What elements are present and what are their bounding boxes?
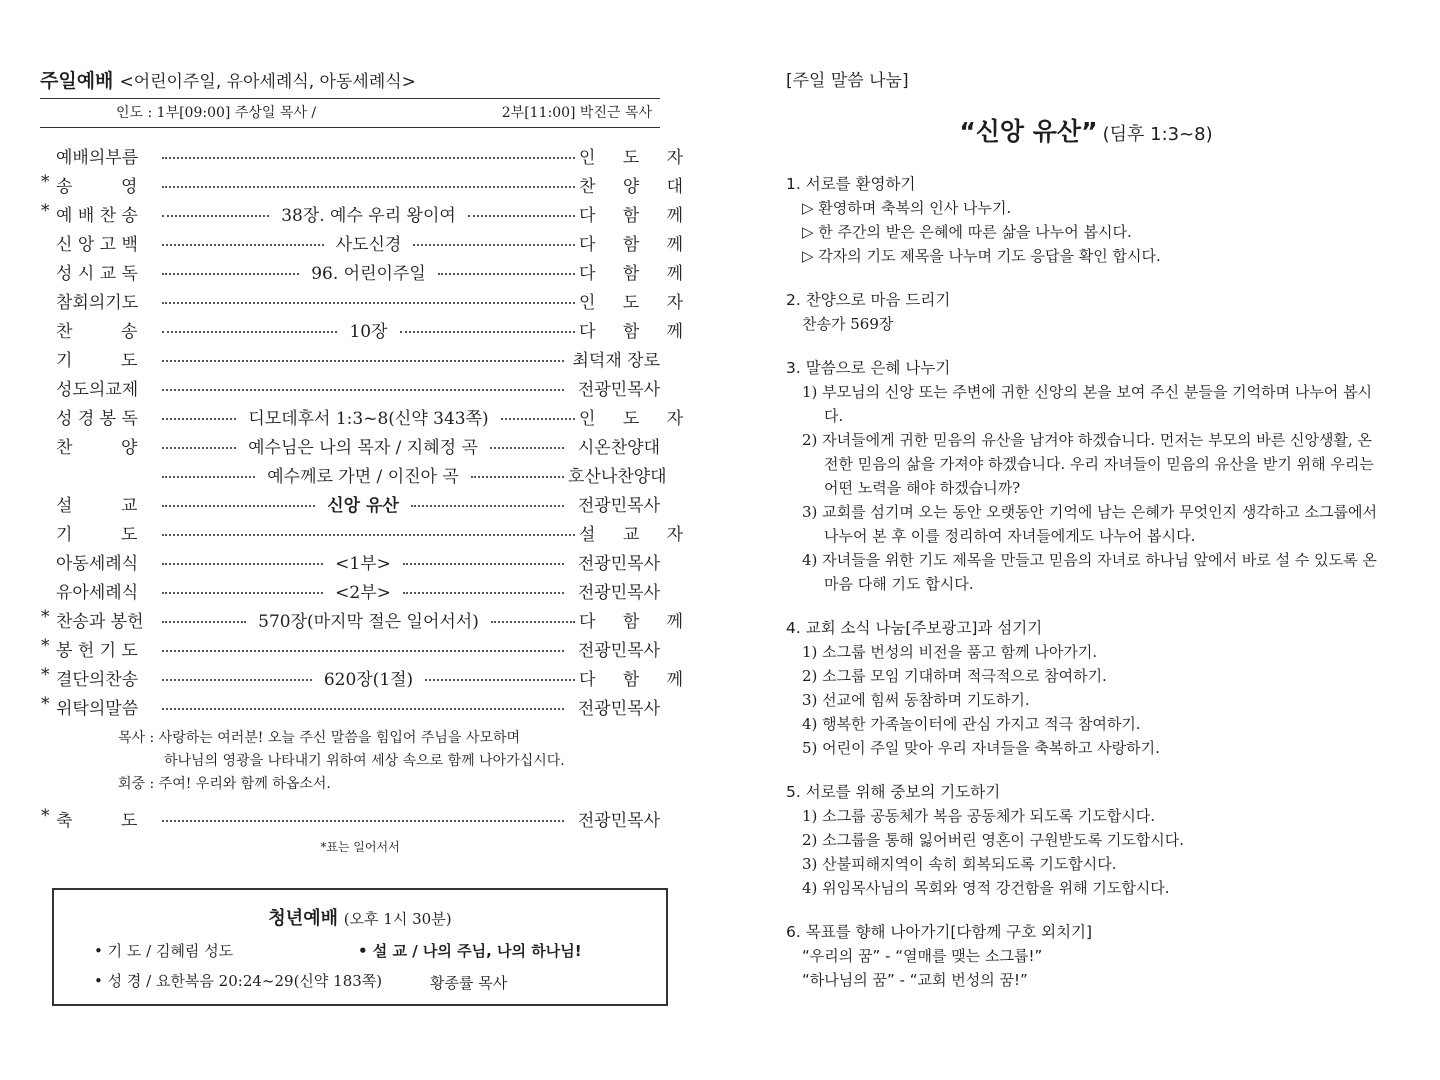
- order-item-person: 다 함 께: [579, 612, 695, 632]
- order-item-detail: 38장. 예수 우리 왕이여: [281, 206, 456, 226]
- order-item-label: 송 영: [56, 177, 138, 197]
- dot-leader: [162, 331, 337, 333]
- title-main: 주일예배: [40, 70, 114, 92]
- leader-dots: [158, 433, 568, 458]
- sermon-title-text: “신앙 유산”: [959, 117, 1098, 146]
- order-item-name: [40, 607, 158, 632]
- order-item-person: 전광민목사: [577, 583, 660, 603]
- leader-dots: [158, 607, 579, 632]
- dot-leader: [162, 273, 299, 275]
- leader-dots: [158, 578, 568, 603]
- order-item-detail: 620장(1절): [323, 670, 414, 690]
- numbered-item: 2) 소그룹 모임 기대하며 적극적으로 참여하기.: [802, 667, 1107, 685]
- section-item: ▷ 한 주간의 받은 은혜에 따른 삶을 나누어 봅시다.: [802, 223, 1132, 241]
- order-item-name: [40, 346, 158, 371]
- order-row: [40, 518, 695, 547]
- order-item-person: 전광민목사: [577, 554, 660, 574]
- order-item-label: 아동세례식: [56, 554, 139, 574]
- pastor-line-2: 하나님의 영광을 나타내기 위하여 세상 속으로 함께 나아가십시다.: [164, 753, 565, 769]
- dot-leader: [162, 244, 324, 246]
- dot-leader: [403, 592, 564, 594]
- order-row: [40, 228, 695, 257]
- order-item-name: [40, 288, 158, 313]
- section-title: 2. 찬양으로 마음 드리기: [786, 291, 951, 309]
- order-item-person: 다 함 께: [579, 322, 695, 342]
- numbered-item: 2) 자녀들에게 귀한 믿음의 유산을 남겨야 하겠습니다. 먼저는 부모의 바른 신앙생활, 온전한 믿음의 삶을 가져야 하겠습니다. 우리 자녀들이 믿음의 유산을 받기 위해 우리는 어떤 노력을 해야 하겠습니까?: [802, 431, 1374, 497]
- order-item-label: 성 시 교 독: [56, 264, 138, 284]
- order-row: [40, 547, 660, 576]
- dot-leader: [490, 447, 564, 449]
- worship-order-page: [40, 68, 695, 855]
- order-row: [40, 692, 660, 721]
- order-item-label: 유아세례식: [56, 583, 139, 603]
- dot-leader: [413, 244, 575, 246]
- numbered-item: 4) 자녀들을 위한 기도 제목을 만들고 믿음의 자녀로 하나님 앞에서 바로 설 수 있도록 온 마음 다해 기도 합시다.: [802, 551, 1377, 593]
- youth-prayer: • 기 도 / 김혜림 성도: [94, 942, 234, 960]
- leader-first-service: 인도 : 1부[09:00] 주상일 목사 /: [116, 105, 317, 121]
- leader-dots: [158, 818, 568, 820]
- leader-dots: [158, 404, 579, 429]
- order-item-detail: 10장: [349, 322, 388, 342]
- sermon-sharing-page: [786, 68, 1386, 992]
- order-item-person: 인 도 자: [579, 148, 695, 168]
- order-row: [40, 804, 660, 833]
- section-item: ▷ 각자의 기도 제목을 나누며 기도 응답을 확인 합시다.: [802, 247, 1161, 265]
- order-item-label: 봉 헌 기 도: [56, 641, 138, 661]
- dot-leader: [162, 360, 564, 362]
- leader-dots: [158, 665, 579, 690]
- order-item-name: [40, 201, 158, 226]
- leader-dots: [158, 317, 579, 342]
- congregation-line: 회중 : 주여! 우리와 함께 하옵소서.: [118, 776, 331, 792]
- leader-dots: [158, 230, 579, 255]
- dot-leader: [162, 534, 575, 536]
- order-item-detail: 디모데후서 1:3~8(신약 343쪽): [248, 409, 489, 429]
- dot-leader: [468, 215, 575, 217]
- order-item-person: 인 도 자: [579, 293, 695, 313]
- order-item-name: [40, 172, 158, 197]
- slogan-line: “하나님의 꿈” - “교회 번성의 꿈!”: [802, 971, 1028, 989]
- order-item-detail: 신앙 유산: [327, 496, 399, 516]
- dot-leader: [403, 563, 564, 565]
- order-item-detail: <2부>: [335, 583, 391, 603]
- sharing-header: [주일 말씀 나눔]: [786, 71, 909, 91]
- order-item-detail: 사도신경: [335, 235, 402, 255]
- youth-preacher: 황종률 목사: [430, 974, 508, 992]
- order-item-name: [40, 404, 158, 429]
- order-item-label: 찬 송: [56, 322, 138, 342]
- sharing-section: [786, 780, 1386, 900]
- sharing-section: [786, 616, 1386, 760]
- leader-dots: [158, 549, 568, 574]
- dot-leader: [162, 505, 315, 507]
- order-item-detail: 예수님은 나의 목자 / 지혜정 곡: [248, 438, 478, 458]
- order-item-label: 성도의교제: [56, 380, 139, 400]
- pastor-line: 목사 : 사랑하는 여러분! 오늘 주신 말씀을 힘입어 주님을 사모하며: [118, 730, 521, 746]
- order-item-person: 전광민목사: [577, 699, 660, 719]
- numbered-item: 3) 산불피해지역이 속히 회복되도록 기도합시다.: [802, 855, 1117, 873]
- order-row: [40, 634, 660, 663]
- order-row: [40, 344, 660, 373]
- order-item-person: 다 함 께: [579, 235, 695, 255]
- order-item-label: 성 경 봉 독: [56, 409, 138, 429]
- order-item-person: 전광민목사: [577, 641, 660, 661]
- dot-leader: [162, 820, 564, 822]
- order-item-person: 시온찬양대: [577, 438, 660, 458]
- order-row: [40, 257, 695, 286]
- dot-leader: [400, 331, 575, 333]
- youth-title: [54, 904, 666, 930]
- section-item: ▷ 환영하며 축복의 인사 나누기.: [802, 199, 1012, 217]
- leader-second-service: 2부[11:00] 박진근 목사: [501, 105, 652, 121]
- order-item-name: [40, 230, 158, 255]
- order-item-name: [40, 520, 158, 545]
- dot-leader: [411, 505, 564, 507]
- section-title: 1. 서로를 환영하기: [786, 175, 916, 193]
- leader-dots: [158, 491, 568, 516]
- sermon-title: [786, 112, 1386, 148]
- numbered-item: 3) 교회를 섬기며 오는 동안 오랫동안 기억에 남는 은혜가 무엇인지 생각하고 소그룹에서 나누어 본 후 이를 정리하여 자녀들에게도 나누어 봅시다.: [802, 503, 1377, 545]
- dot-leader: [162, 215, 269, 217]
- order-item-label: 축 도: [56, 811, 138, 831]
- benediction-dialogue: [118, 727, 660, 796]
- numbered-item: 1) 소그룹 번성의 비전을 품고 함께 나아가기.: [802, 643, 1098, 661]
- order-row: [40, 373, 660, 402]
- order-item-name: [40, 491, 158, 516]
- dot-leader: [471, 476, 564, 478]
- numbered-item: 4) 행복한 가족놀이터에 관심 가지고 적극 참여하기.: [802, 715, 1141, 733]
- order-item-label: 신 앙 고 백: [56, 235, 138, 255]
- leader-dots: [158, 706, 568, 708]
- order-row: [40, 489, 660, 518]
- order-item-person: 다 함 께: [579, 264, 695, 284]
- order-item-name: [40, 694, 158, 719]
- dot-leader: [162, 679, 312, 681]
- sharing-section: [786, 288, 1386, 336]
- order-item-person: 다 함 께: [579, 670, 695, 690]
- dot-leader: [162, 592, 323, 594]
- dot-leader: [162, 302, 575, 304]
- order-item-person: 전광민목사: [577, 811, 660, 831]
- dot-leader: [162, 476, 255, 478]
- order-item-detail: <1부>: [335, 554, 391, 574]
- order-of-service: [40, 141, 695, 721]
- order-row: [40, 576, 660, 605]
- order-item-name: [40, 665, 158, 690]
- section-title: 3. 말씀으로 은혜 나누기: [786, 359, 951, 377]
- numbered-item: 1) 소그룹 공동체가 복음 공동체가 되도록 기도합시다.: [802, 807, 1156, 825]
- order-item-label: 결단의찬송: [56, 670, 139, 690]
- section-title: 4. 교회 소식 나눔[주보광고]과 섬기기: [786, 619, 1043, 637]
- numbered-item: 5) 어린이 주일 맞아 우리 자녀들을 축복하고 사랑하기.: [802, 739, 1160, 757]
- leader-dots: [158, 259, 579, 284]
- standing-mark: *: [41, 201, 50, 221]
- order-item-label: 위탁의말씀: [56, 699, 139, 719]
- leader-dots: [158, 201, 579, 226]
- order-item-person: 전광민목사: [577, 380, 660, 400]
- order-item-name: [40, 578, 158, 603]
- order-item-person: 전광민목사: [577, 496, 660, 516]
- order-item-person: 다 함 께: [579, 206, 695, 226]
- order-item-person: 호산나찬양대: [568, 467, 667, 487]
- standing-mark: *: [41, 636, 50, 656]
- sharing-sections: [786, 172, 1386, 992]
- order-item-detail: 96. 어린이주일: [311, 264, 426, 284]
- sharing-section: [786, 172, 1386, 268]
- leaders-line: [40, 98, 660, 128]
- leader-dots: [158, 532, 579, 534]
- order-item-person: 찬 양 대: [579, 177, 695, 197]
- leader-dots: [158, 300, 579, 302]
- order-item-label: 찬 양: [56, 438, 138, 458]
- dot-leader: [425, 679, 575, 681]
- order-item-label: 찬송과 봉헌: [56, 612, 144, 632]
- dot-leader: [162, 650, 564, 652]
- order-item-name: [40, 433, 158, 458]
- order-item-name: [40, 375, 158, 400]
- standing-mark: *: [41, 694, 50, 714]
- youth-title-text: 청년예배: [268, 908, 338, 929]
- dot-leader: [162, 708, 564, 710]
- leader-dots: [158, 387, 568, 389]
- sharing-section: [786, 356, 1386, 596]
- standing-note: *표는 일어서서: [320, 840, 400, 854]
- numbered-item: 3) 선교에 힘써 동참하며 기도하기.: [802, 691, 1030, 709]
- order-item-name: [40, 259, 158, 284]
- youth-time: (오후 1시 30분): [343, 910, 452, 928]
- order-item-detail: 예수께로 가면 / 이진아 곡: [267, 467, 459, 487]
- dot-leader: [501, 418, 575, 420]
- numbered-item: 2) 소그룹을 통해 잃어버린 영혼이 구원받도록 기도합시다.: [802, 831, 1185, 849]
- dot-leader: [162, 621, 246, 623]
- order-item-name: [40, 317, 158, 342]
- order-row: [40, 315, 695, 344]
- section-title: 6. 목표를 향해 나아가기[다함께 구호 외치기]: [786, 923, 1093, 941]
- order-row: [40, 170, 695, 199]
- order-row: [40, 605, 695, 634]
- standing-mark: *: [41, 172, 50, 192]
- leader-dots: [158, 358, 568, 360]
- youth-scripture: • 성 경 / 요한복음 20:24~29(신약 183쪽): [94, 972, 383, 990]
- order-row: [40, 199, 695, 228]
- leader-dots: [158, 155, 579, 157]
- order-row: [40, 663, 695, 692]
- sermon-reference: (딤후 1:3~8): [1102, 124, 1213, 145]
- order-item-label: 참회의기도: [56, 293, 139, 313]
- order-item-name: [40, 806, 158, 831]
- order-item-label: 예배의부름: [56, 148, 139, 168]
- order-item-person: 설 교 자: [579, 525, 695, 545]
- order-row: [40, 431, 660, 460]
- section-item: 찬송가 569장: [802, 315, 894, 333]
- order-item-name: [40, 549, 158, 574]
- order-item-label: 기 도: [56, 525, 138, 545]
- order-item-label: 기 도: [56, 351, 138, 371]
- dot-leader: [162, 563, 323, 565]
- order-row: [40, 460, 667, 489]
- standing-mark: *: [41, 806, 50, 826]
- dot-leader: [162, 186, 575, 188]
- sharing-section: [786, 920, 1386, 992]
- dot-leader: [162, 418, 236, 420]
- dot-leader: [491, 621, 575, 623]
- section-title: 5. 서로를 위해 중보의 기도하기: [786, 783, 1001, 801]
- order-row: [40, 402, 695, 431]
- order-item-person: 인 도 자: [579, 409, 695, 429]
- order-item-detail: 570장(마지막 절은 일어서서): [258, 612, 479, 632]
- standing-mark: *: [41, 665, 50, 685]
- order-item-person: 최덕재 장로: [572, 351, 660, 371]
- order-item-label: 예 배 찬 송: [56, 206, 138, 226]
- page-title: [40, 68, 660, 94]
- leader-dots: [158, 648, 568, 650]
- order-item-name: [40, 636, 158, 661]
- leader-dots: [158, 184, 579, 186]
- slogan-line: “우리의 꿈” - “열매를 맺는 소그룹!”: [802, 947, 1043, 965]
- title-subtitle: <어린이주일, 유아세례식, 아동세례식>: [119, 72, 416, 92]
- numbered-item: 1) 부모님의 신앙 또는 주변에 귀한 신앙의 본을 보여 주신 분들을 기억하며 나누어 봅시다.: [802, 383, 1373, 425]
- dot-leader: [162, 389, 564, 391]
- dot-leader: [162, 157, 575, 159]
- standing-mark: *: [41, 607, 50, 627]
- leader-dots: [158, 462, 568, 487]
- order-item-label: 설 교: [56, 496, 138, 516]
- youth-service-box: [52, 888, 668, 1006]
- benediction-row: [40, 804, 660, 833]
- order-row: [40, 286, 695, 315]
- dot-leader: [162, 447, 236, 449]
- order-row: [40, 141, 695, 170]
- dot-leader: [438, 273, 575, 275]
- order-item-name: [40, 143, 158, 168]
- numbered-item: 4) 위임목사님의 목회와 영적 강건함을 위해 기도합시다.: [802, 879, 1170, 897]
- youth-sermon: • 설 교 / 나의 주님, 나의 하나님!: [358, 942, 582, 960]
